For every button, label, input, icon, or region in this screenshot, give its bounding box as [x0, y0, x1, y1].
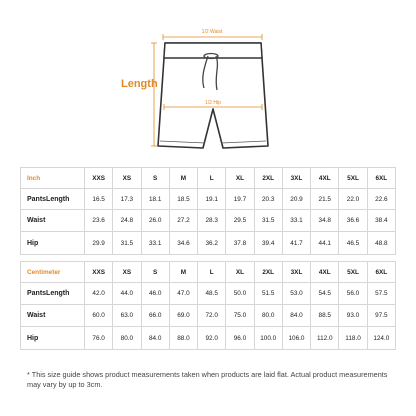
table-cell: 76.0	[85, 327, 113, 350]
size-header: S	[141, 262, 169, 283]
table-cell: 88.0	[169, 327, 197, 350]
table-cell: 19.1	[198, 189, 226, 210]
table-cell: 44.0	[113, 283, 141, 305]
table-cell: 29.5	[226, 210, 254, 232]
table-cell: 118.0	[339, 327, 367, 350]
table-cell: 20.9	[282, 189, 310, 210]
size-header: 4XL	[311, 262, 339, 283]
hip-label: 1/2 Hip	[205, 100, 221, 106]
table-cell: 36.2	[198, 232, 226, 255]
table-cell: 72.0	[198, 305, 226, 327]
size-header: 6XL	[367, 168, 395, 189]
row-label: PantsLength	[21, 189, 85, 210]
size-header: XXS	[85, 168, 113, 189]
table-cell: 22.0	[339, 189, 367, 210]
table-cell: 16.5	[85, 189, 113, 210]
size-header: 2XL	[254, 262, 282, 283]
table-cell: 48.8	[367, 232, 395, 255]
table-cell: 33.1	[141, 232, 169, 255]
table-cell: 18.1	[141, 189, 169, 210]
table-row	[21, 327, 396, 350]
table-cell: 92.0	[198, 327, 226, 350]
table-cell: 36.6	[339, 210, 367, 232]
row-label: Waist	[21, 305, 85, 327]
table-cell: 57.5	[367, 283, 395, 305]
table-cell: 42.0	[85, 283, 113, 305]
inch-unit-label: Inch	[21, 168, 85, 189]
table-cell: 54.5	[311, 283, 339, 305]
length-dimension	[151, 43, 157, 146]
table-cell: 63.0	[113, 305, 141, 327]
size-header: 6XL	[367, 262, 395, 283]
table-cell: 22.6	[367, 189, 395, 210]
table-cell: 50.0	[226, 283, 254, 305]
table-cell: 38.4	[367, 210, 395, 232]
table-cell: 96.0	[226, 327, 254, 350]
table-cell: 100.0	[254, 327, 282, 350]
table-cell: 66.0	[141, 305, 169, 327]
inch-header-row	[21, 168, 396, 189]
table-cell: 84.0	[141, 327, 169, 350]
table-row	[21, 283, 396, 305]
table-cell: 84.0	[282, 305, 310, 327]
table-cell: 80.0	[254, 305, 282, 327]
size-header: XXS	[85, 262, 113, 283]
size-header: 3XL	[282, 262, 310, 283]
table-cell: 46.0	[141, 283, 169, 305]
size-guide-footnote: * This size guide shows product measurements taken when products are laid flat. Actual product measurements may vary by up to 3cm.	[27, 370, 388, 389]
table-cell: 48.5	[198, 283, 226, 305]
table-cell: 51.5	[254, 283, 282, 305]
table-cell: 56.0	[339, 283, 367, 305]
inch-size-table	[20, 167, 396, 255]
table-row	[21, 305, 396, 327]
size-header: XS	[113, 262, 141, 283]
size-header: 2XL	[254, 168, 282, 189]
table-cell: 53.0	[282, 283, 310, 305]
table-cell: 75.0	[226, 305, 254, 327]
table-cell: 34.6	[169, 232, 197, 255]
table-cell: 44.1	[311, 232, 339, 255]
table-cell: 27.2	[169, 210, 197, 232]
table-cell: 93.0	[339, 305, 367, 327]
table-cell: 18.5	[169, 189, 197, 210]
row-label: Waist	[21, 210, 85, 232]
size-header: 3XL	[282, 168, 310, 189]
table-cell: 124.0	[367, 327, 395, 350]
size-header: XL	[226, 168, 254, 189]
table-cell: 28.3	[198, 210, 226, 232]
table-cell: 69.0	[169, 305, 197, 327]
size-header: S	[141, 168, 169, 189]
size-header: 5XL	[339, 262, 367, 283]
waist-label: 1/2 Waist	[201, 29, 223, 35]
table-cell: 41.7	[282, 232, 310, 255]
row-label: Hip	[21, 232, 85, 255]
table-cell: 31.5	[254, 210, 282, 232]
cm-header-row	[21, 262, 396, 283]
table-row	[21, 210, 396, 232]
size-header: XS	[113, 168, 141, 189]
size-header: L	[198, 262, 226, 283]
table-cell: 29.9	[85, 232, 113, 255]
table-row	[21, 232, 396, 255]
table-cell: 60.0	[85, 305, 113, 327]
table-cell: 26.0	[141, 210, 169, 232]
table-cell: 17.3	[113, 189, 141, 210]
size-header: XL	[226, 262, 254, 283]
size-header: 5XL	[339, 168, 367, 189]
cm-unit-label: Centimeter	[21, 262, 85, 283]
table-cell: 21.5	[311, 189, 339, 210]
table-cell: 80.0	[113, 327, 141, 350]
table-cell: 20.3	[254, 189, 282, 210]
table-cell: 88.5	[311, 305, 339, 327]
table-cell: 31.5	[113, 232, 141, 255]
table-cell: 47.0	[169, 283, 197, 305]
length-label: Length	[121, 78, 158, 90]
table-cell: 19.7	[226, 189, 254, 210]
table-cell: 33.1	[282, 210, 310, 232]
table-cell: 97.5	[367, 305, 395, 327]
centimeter-size-table	[20, 261, 396, 350]
size-header: M	[169, 168, 197, 189]
table-cell: 37.8	[226, 232, 254, 255]
row-label: Hip	[21, 327, 85, 350]
table-cell: 106.0	[282, 327, 310, 350]
table-cell: 39.4	[254, 232, 282, 255]
size-header: L	[198, 168, 226, 189]
table-cell: 24.8	[113, 210, 141, 232]
table-row	[21, 189, 396, 210]
size-header: M	[169, 262, 197, 283]
shorts-diagram	[0, 0, 416, 160]
table-cell: 112.0	[311, 327, 339, 350]
row-label: PantsLength	[21, 283, 85, 305]
size-header: 4XL	[311, 168, 339, 189]
table-cell: 23.6	[85, 210, 113, 232]
table-cell: 46.5	[339, 232, 367, 255]
table-cell: 34.8	[311, 210, 339, 232]
